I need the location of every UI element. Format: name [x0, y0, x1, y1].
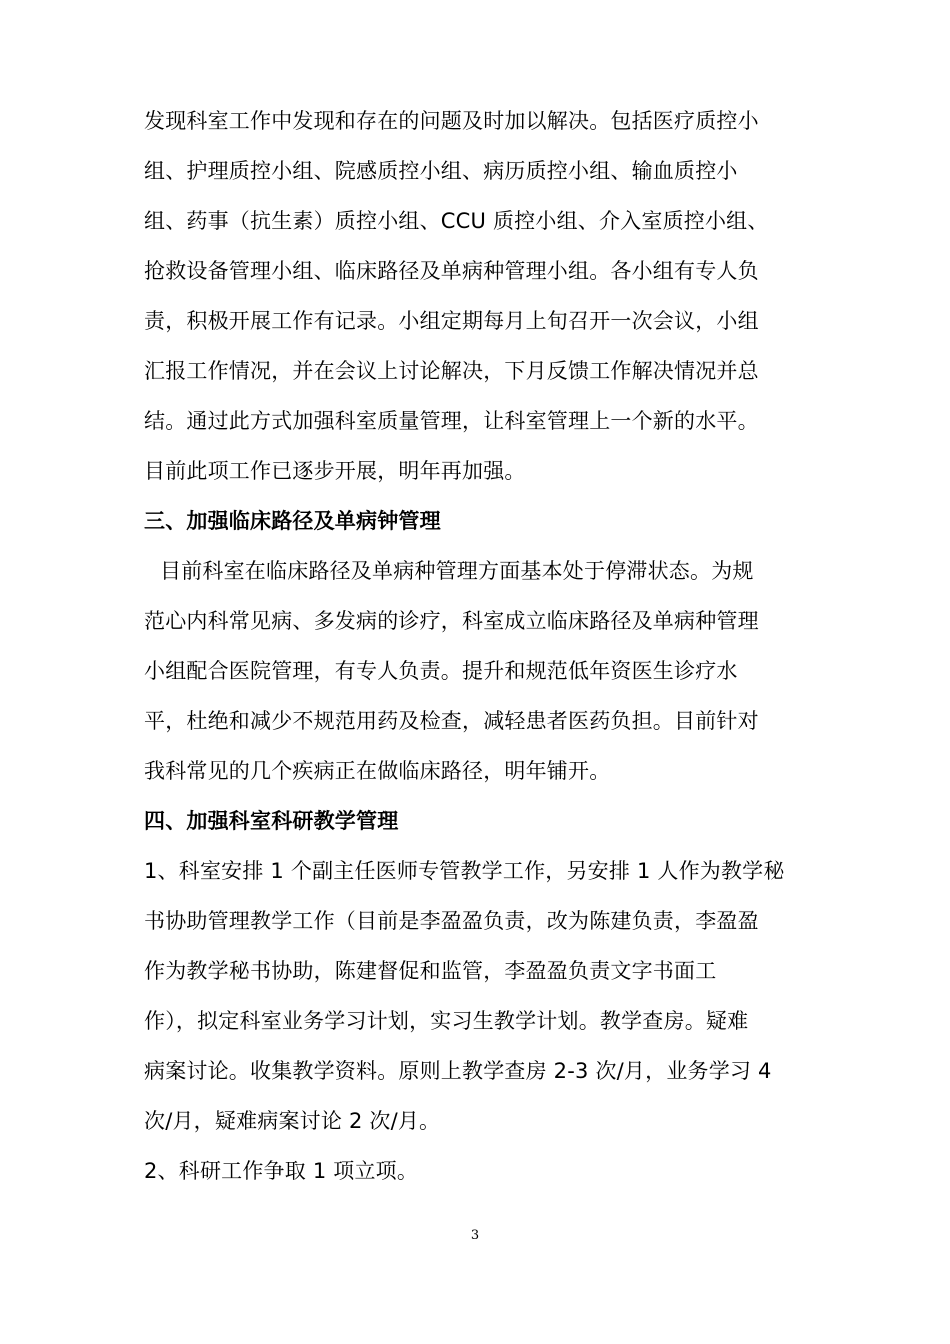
section-heading-4: 四、加强科室科研教学管理	[144, 809, 399, 833]
paragraph-line: 结。通过此方式加强科室质量管理，让科室管理上一个新的水平。	[144, 409, 759, 433]
document-body	[144, 96, 824, 1196]
paragraph-line: 平，杜绝和减少不规范用药及检查，减轻患者医药负担。目前针对	[144, 709, 759, 733]
paragraph-line: 2、科研工作争取 1 项立项。	[144, 1159, 419, 1183]
paragraph-line: 书协助管理教学工作（目前是李盈盈负责，改为陈建负责，李盈盈	[144, 909, 759, 933]
paragraph-line: 责，积极开展工作有记录。小组定期每月上旬召开一次会议，小组	[144, 309, 759, 333]
paragraph-line: 汇报工作情况，并在会议上讨论解决，下月反馈工作解决情况并总	[144, 359, 759, 383]
paragraph-line: 组、药事（抗生素）质控小组、CCU 质控小组、介入室质控小组、	[144, 209, 769, 233]
paragraph-line: 发现科室工作中发现和存在的问题及时加以解决。包括医疗质控小	[144, 109, 759, 133]
paragraph-line: 我科常见的几个疾病正在做临床路径，明年铺开。	[144, 759, 611, 783]
paragraph-line: 目前此项工作已逐步开展，明年再加强。	[144, 459, 526, 483]
section-heading-3: 三、加强临床路径及单病钟管理	[144, 509, 441, 533]
paragraph-line: 次/月，疑难病案讨论 2 次/月。	[144, 1109, 441, 1133]
paragraph-line: 病案讨论。收集教学资料。原则上教学查房 2-3 次/月，业务学习 4	[144, 1059, 772, 1083]
paragraph-line: 作），拟定科室业务学习计划，实习生教学计划。教学查房。疑难	[144, 1009, 749, 1033]
paragraph-line: 抢救设备管理小组、临床路径及单病种管理小组。各小组有专人负	[144, 259, 759, 283]
paragraph-line: 小组配合医院管理，有专人负责。提升和规范低年资医生诊疗水	[144, 659, 738, 683]
paragraph-line: 1、科室安排 1 个副主任医师专管教学工作，另安排 1 人作为教学秘	[144, 859, 785, 883]
page-number: 3	[470, 1228, 480, 1243]
paragraph-line: 范心内科常见病、多发病的诊疗，科室成立临床路径及单病种管理	[144, 609, 759, 633]
paragraph-line: 作为教学秘书协助，陈建督促和监管，李盈盈负责文字书面工	[144, 959, 717, 983]
paragraph-line: 组、护理质控小组、院感质控小组、病历质控小组、输血质控小	[144, 159, 738, 183]
paragraph-line: 目前科室在临床路径及单病种管理方面基本处于停滞状态。为规	[160, 559, 754, 583]
